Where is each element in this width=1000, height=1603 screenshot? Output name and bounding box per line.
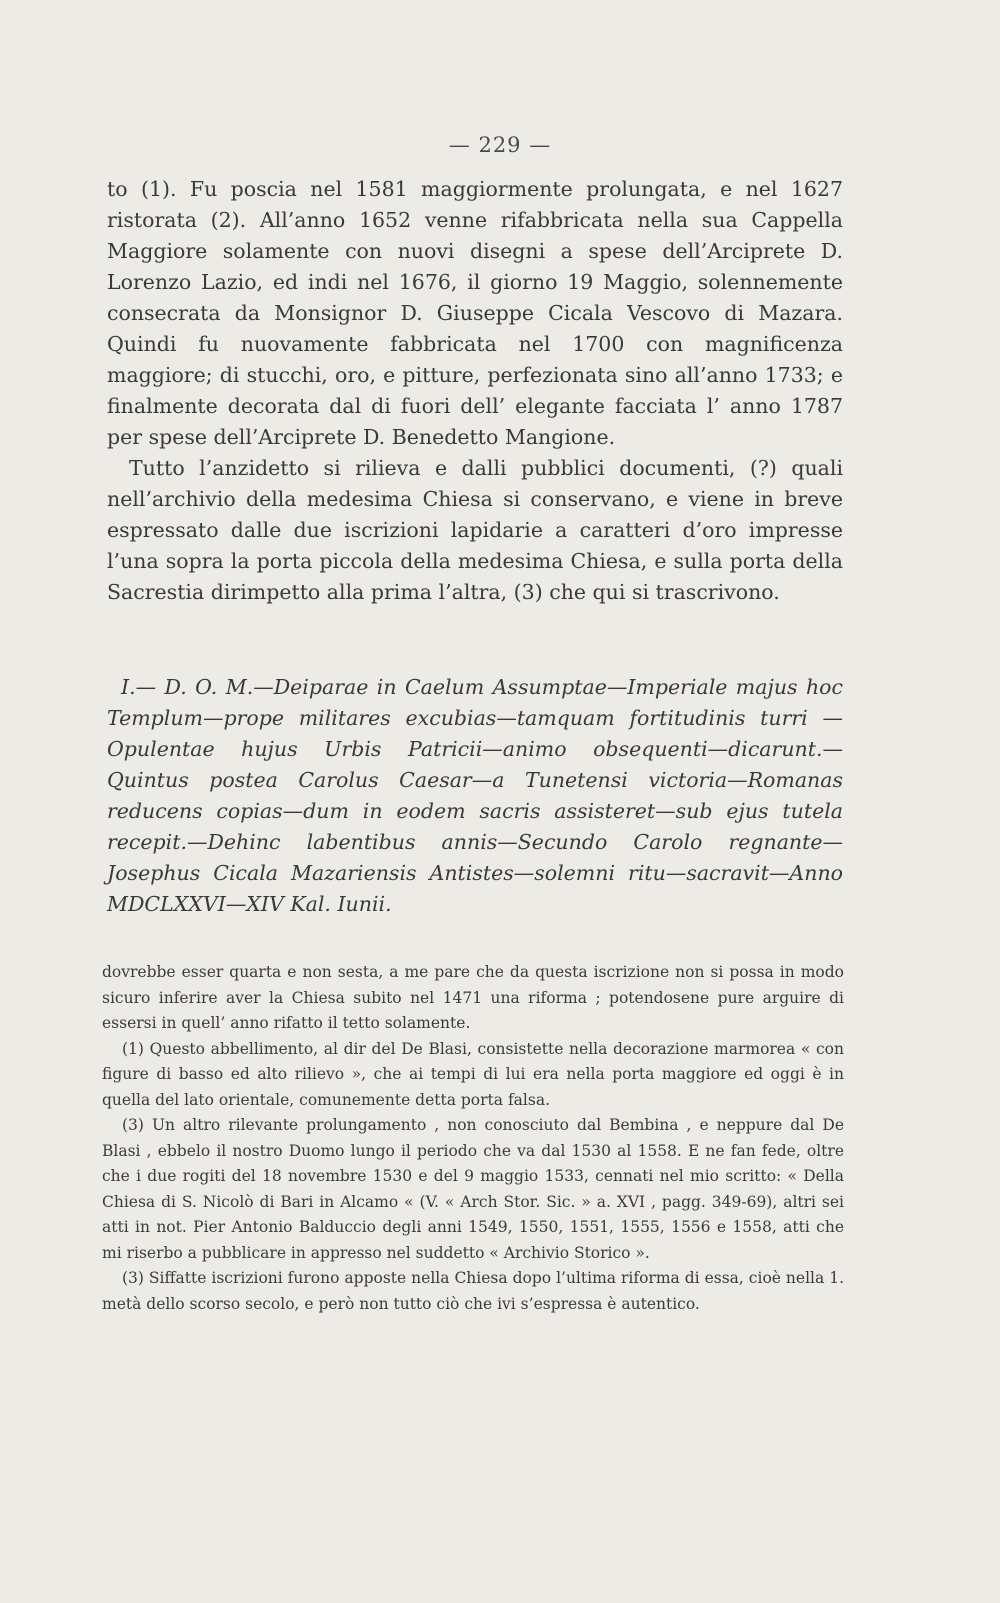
page-number: — 229 — <box>448 133 552 157</box>
inscription-text: I.— D. O. M.—Deiparae in Caelum Assumptae—Imperiale majus hoc Templum—prope militares excubias—tamquam fortitudinis turri —Opulentae hujus Urbis Patricii—animo obsequenti—dicarunt.— Quintus postea Carolus Caesar—a Tunetensi victoria—Romanas reducens copias—dum in eodem sacris assisteret—sub ejus tutela recepit.—Dehinc labentibus annis—Secundo Carolo regnante—Josephus Cicala Mazariensis Antistes—solemni ritu—sacravit—Anno MDCLXXVI—XIV Kal. Iunii. <box>107 675 843 916</box>
footnote-2: (3) Un altro rilevante prolungamento , non conosciuto dal Bembina , e neppure dal De Blasi , ebbelo il nostro Duomo lungo il periodo che va dal 1530 al 1558. E ne fan fede, oltre che i due rogiti del 18 novembre 1530 e del 9 maggio 1533, cennati nel mio scritto: « Della Chiesa di S. Nicolò di Bari in Alcamo « (V. « Arch Stor. Sic. » a. XVI , pagg. 349-69), altri sei atti in not. Pier Antonio Balduccio degli anni 1549, 1550, 1551, 1555, 1556 e 1558, atti che mi riserbo a pubblicare in appresso nel suddetto « Archivio Storico ». <box>102 1116 844 1262</box>
paragraph: to (1). Fu poscia nel 1581 maggiormente prolungata, e nel 1627 ristorata (2). All’anno 1652 venne rifabbricata nella sua Cappella Maggiore solamente con nuovi disegni a spese dell’Arciprete D. Lorenzo Lazio, ed indi nel 1676, il giorno 19 Maggio, solennemente consecrata da Monsignor D. Giuseppe Cicala Vescovo di Mazara. Quindi fu nuovamente fabbricata nel 1700 con magnificenza maggiore; di stucchi, oro, e pitture, perfezionata sino all’anno 1733; e finalmente decorata dal di fuori dell’ elegante facciata l’ anno 1787 per spese dell’Arciprete D. Benedetto Mangione. <box>107 177 843 449</box>
footnote-3: (3) Siffatte iscrizioni furono apposte nella Chiesa dopo l’ultima riforma di essa, cioè nella 1. metà dello scorso secolo, e però non tutto ciò che ivi s’espressa è autentico. <box>102 1269 844 1313</box>
footnotes <box>102 960 844 1317</box>
paragraph: Tutto l’anzidetto si rilieva e dalli pubblici documenti, (?) quali nell’archivio della medesima Chiesa si conservano, e viene in breve espressato dalle due iscrizioni lapidarie a caratteri d’oro impresse l’una sopra la porta piccola della medesima Chiesa, e sulla porta della Sacrestia dirimpetto alla prima l’altra, (3) che qui si trascrivono. <box>107 456 843 604</box>
main-text <box>107 174 843 608</box>
footnote-continuation: dovrebbe esser quarta e non sesta, a me pare che da questa iscrizione non si possa in modo sicuro inferire aver la Chiesa subito nel 1471 una riforma ; potendosene pure arguire di essersi in quell’ anno rifatto il tetto solamente. <box>102 963 844 1032</box>
footnote-1: (1) Questo abbellimento, al dir del De Blasi, consistette nella decorazione marmorea « con figure di basso ed alto rilievo », che ai tempi di lui era nella porta maggiore ed oggi è in quella del lato orientale, comunemente detta porta falsa. <box>102 1039 844 1109</box>
